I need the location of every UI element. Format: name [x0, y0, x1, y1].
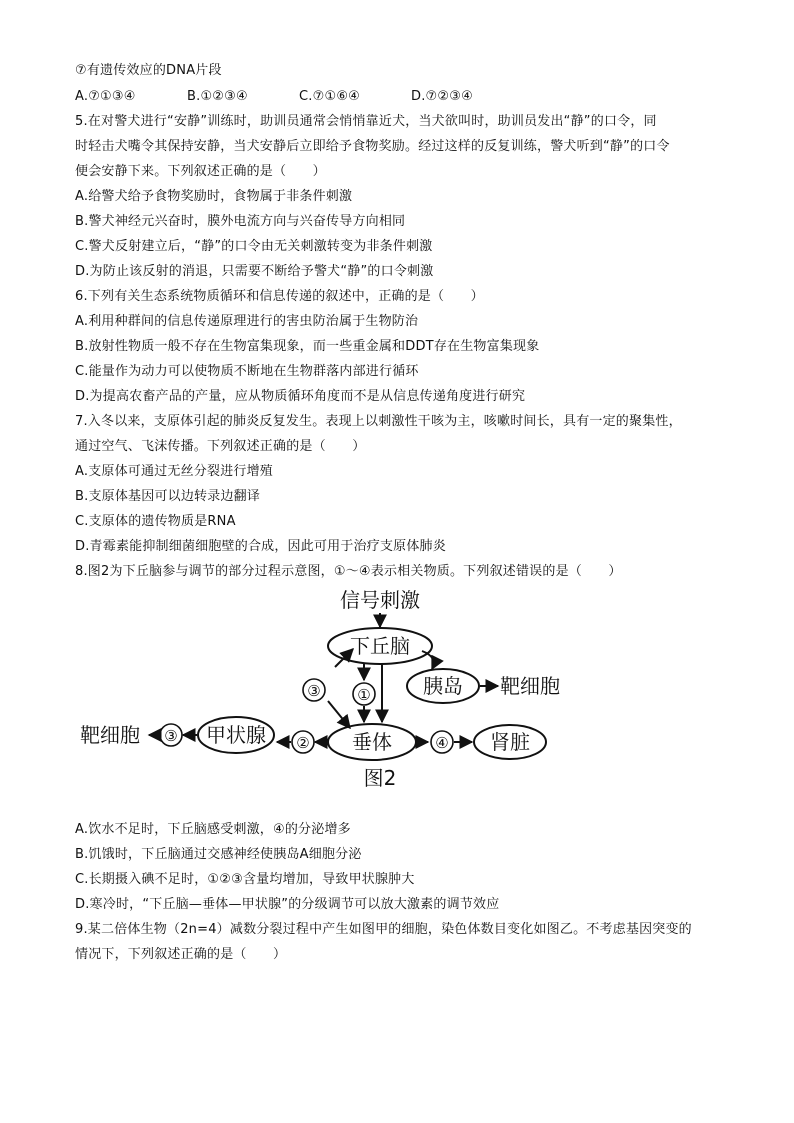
q7-choice-b: B.支原体基因可以边转录边翻译 [75, 489, 261, 504]
kidney-label: 肾脏 [490, 730, 530, 754]
q6-choice-d: D.为提高农畜产品的产量，应从物质循环角度而不是从信息传递角度进行研究 [75, 389, 526, 404]
thyroid-to-hypothalamus-arrow [335, 649, 353, 667]
q7-choice-c: C.支原体的遗传物质是RNA [75, 514, 236, 529]
q4-option-item-7: ⑦有遗传效应的DNA片段 [75, 63, 222, 78]
target-cell-right-label: 靶细胞 [500, 674, 560, 698]
q9-stem-line-1: 9.某二倍体生物（2n=4）减数分裂过程中产生如图甲的细胞，染色体数目变化如图乙。不考虑基因突变的 [75, 922, 692, 937]
q4-choice-c: C.⑦①⑥④ [299, 89, 361, 104]
q8-stem: 8.图2为下丘脑参与调节的部分过程示意图，①～④表示相关物质。下列叙述错误的是（ ） [75, 564, 622, 579]
hormone-4-label: ④ [435, 734, 449, 752]
pancreas-islet-label: 胰岛 [423, 674, 463, 698]
q4-answer-choices [75, 87, 523, 107]
q5-stem-line-3: 便会安静下来。下列叙述正确的是（ ） [75, 164, 326, 179]
q5-stem-line-2: 时轻击犬嘴令其保持安静，当犬安静后立即给予食物奖励。经过这样的反复训练，警犬听到“静”的口令 [75, 139, 670, 154]
q4-choice-a: A.⑦①③④ [75, 89, 136, 104]
hormone-3-upper-label: ③ [307, 682, 321, 700]
q5-choice-d: D.为防止该反射的消退，只需要不断给予警犬“静”的口令刺激 [75, 264, 434, 279]
q7-choice-d: D.青霉素能抑制细菌细胞壁的合成，因此可用于治疗支原体肺炎 [75, 539, 446, 554]
q5-choice-a: A.给警犬给予食物奖励时，食物属于非条件刺激 [75, 189, 353, 204]
q6-choice-c: C.能量作为动力可以使物质不断地在生物群落内部进行循环 [75, 364, 419, 379]
q6-choice-b: B.放射性物质一般不存在生物富集现象，而一些重金属和DDT存在生物富集现象 [75, 339, 540, 354]
figure-2-diagram [70, 585, 710, 795]
hormone-2-label: ② [296, 734, 310, 752]
figure-caption: 图2 [363, 766, 397, 790]
q8-choice-d: D.寒冷时，“下丘脑—垂体—甲状腺”的分级调节可以放大激素的调节效应 [75, 897, 500, 912]
hypothalamus-label: 下丘脑 [350, 634, 410, 658]
thyroid-label: 甲状腺 [206, 723, 266, 747]
q5-stem-line-1: 5.在对警犬进行“安静”训练时，助训员通常会悄悄靠近犬，当犬欲叫时，助训员发出“静”的口令，同 [75, 114, 657, 129]
q7-choice-a: A.支原体可通过无丝分裂进行增殖 [75, 464, 273, 479]
q8-choice-a: A.饮水不足时，下丘脑感受刺激，④的分泌增多 [75, 822, 351, 837]
q5-choice-b: B.警犬神经元兴奋时，膜外电流方向与兴奋传导方向相同 [75, 214, 406, 229]
q4-choice-d: D.⑦②③④ [411, 89, 473, 104]
hormone-3-left-label: ③ [164, 727, 178, 745]
target-cell-left-label: 靶细胞 [80, 723, 140, 747]
q7-stem-line-2: 通过空气、飞沫传播。下列叙述正确的是（ ） [75, 439, 366, 454]
q5-choice-c: C.警犬反射建立后，“静”的口令由无关刺激转变为非条件刺激 [75, 239, 433, 254]
q6-choice-a: A.利用种群间的信息传递原理进行的害虫防治属于生物防治 [75, 314, 419, 329]
q7-stem-line-1: 7.入冬以来，支原体引起的肺炎反复发生。表现上以刺激性干咳为主，咳嗽时间长，具有一定的聚集性， [75, 414, 682, 429]
q8-choice-b: B.饥饿时，下丘脑通过交感神经使胰岛A细胞分泌 [75, 847, 362, 862]
pituitary-label: 垂体 [352, 730, 392, 754]
q6-stem: 6.下列有关生态系统物质循环和信息传递的叙述中，正确的是（ ） [75, 289, 484, 304]
q8-choice-c: C.长期摄入碘不足时，①②③含量均增加，导致甲状腺肿大 [75, 872, 415, 887]
hormone-1-label: ① [357, 686, 371, 704]
signal-stimulus-label: 信号刺激 [340, 588, 420, 612]
q4-choice-b: B.①②③④ [187, 89, 248, 104]
hypothalamus-to-islet-arrow [422, 651, 434, 669]
thyroid-to-pituitary-feedback-arrow [328, 701, 350, 728]
q9-stem-line-2: 情况下，下列叙述正确的是（ ） [75, 947, 287, 962]
